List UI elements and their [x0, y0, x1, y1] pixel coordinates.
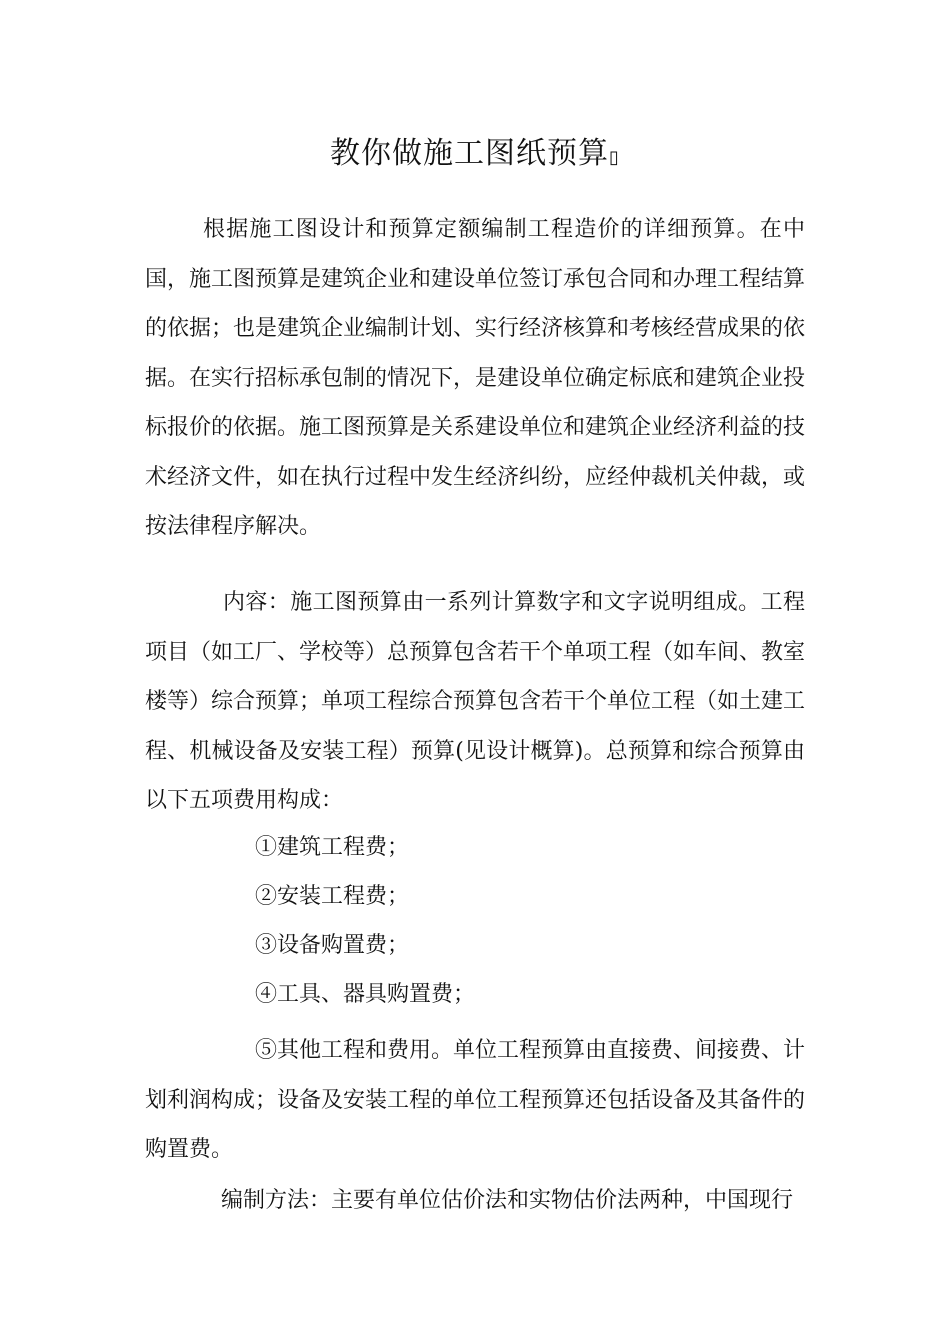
- paragraph-method: 编制方法：主要有单位估价法和实物估价法两种，中国现行: [221, 1188, 794, 1213]
- paragraph-definition: 根据施工图设计和预算定额编制工程造价的详细预算。在中国，施工图预算是建筑企业和建设单位签订承包合同和办理工程结算的依据；也是建筑企业编制计划、实行经济核算和考核经营成果的依据。在实行招标承包制的情况下，是建设单位确定标底和建筑企业投标报价的依据。施工图预算是关系建设单位和建筑企业经济利益的技术经济文件，如在执行过程中发生经济纠纷，应经仲裁机关仲裁，或按法律程序解决。: [145, 217, 806, 539]
- list-item: ①建筑工程费；: [255, 835, 410, 860]
- document-title: [0, 132, 950, 180]
- list-item: ②安装工程费；: [255, 884, 410, 909]
- paragraph-content: 内容：施工图预算由一系列计算数字和文字说明组成。工程项目（如工厂、学校等）总预算包含若干个单项工程（如车间、教室楼等）综合预算；单项工程综合预算包含若干个单位工程（如土建工程、机械设备及安装工程）预算(见设计概算)。总预算和综合预算由以下五项费用构成：: [145, 590, 806, 813]
- paragraph-other-costs: ⑤其他工程和费用。单位工程预算由直接费、间接费、计划利润构成；设备及安装工程的单位工程预算还包括设备及其备件的购置费。: [145, 1038, 806, 1162]
- title-missing-glyph: ▯: [609, 147, 620, 168]
- list-item: ③设备购置费；: [255, 933, 410, 958]
- document-title-text: 教你做施工图纸预算: [330, 136, 610, 171]
- list-item: ④工具、器具购置费；: [255, 982, 476, 1007]
